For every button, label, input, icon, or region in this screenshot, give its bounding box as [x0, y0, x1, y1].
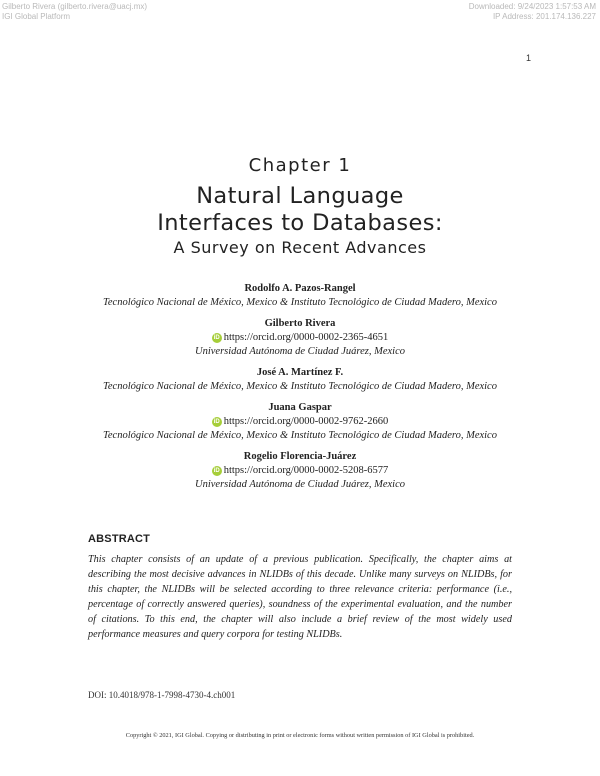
- orcid-link[interactable]: [0, 464, 600, 478]
- download-watermark-info: [469, 2, 596, 22]
- author-affiliation: Universidad Autónoma de Ciudad Juárez, Mexico: [195, 479, 405, 490]
- author-affiliation: Tecnológico Nacional de México, Mexico & Instituto Tecnológico de Ciudad Madero, Mexico: [103, 297, 497, 308]
- chapter-label: Chapter 1: [248, 155, 352, 176]
- orcid-link[interactable]: [0, 415, 600, 429]
- orcid-url[interactable]: https://orcid.org/0000-0002-2365-4651: [223, 332, 389, 343]
- abstract-heading: ABSTRACT: [88, 533, 151, 545]
- author-affiliation: Tecnológico Nacional de México, Mexico & Instituto Tecnológico de Ciudad Madero, Mexico: [103, 381, 497, 392]
- orcid-icon: iD: [213, 335, 220, 341]
- author-name: Rogelio Florencia-Juárez: [243, 451, 357, 462]
- author-name: José A. Martínez F.: [256, 367, 344, 378]
- chapter-title-line-1: Natural Language: [196, 183, 404, 209]
- author-name: Rodolfo A. Pazos-Rangel: [244, 283, 356, 294]
- author-name: Juana Gaspar: [268, 402, 332, 413]
- abstract-body: This chapter consists of an update of a previous publication. Specifically, the chapter aims at describing the most decisive advances in NLIDBs of this decade. Unlike many surveys on NLIDBs, for this chapter, the NLIDBs will be selected according to three relevance criteria: performance (i.e., percentage of correctly answered queries), soundness of the experimental evaluation, and the number of citations. To this end, the chapter will also include a brief review of the most widely used performance measures and query corpora for testing NLIDBs.: [88, 554, 512, 640]
- orcid-url[interactable]: https://orcid.org/0000-0002-5208-6577: [223, 465, 389, 476]
- watermark-platform-line: IGI Global Platform: [2, 12, 71, 21]
- author-block: [0, 282, 600, 310]
- author-name: Gilberto Rivera: [264, 318, 336, 329]
- chapter-title-line-2: Interfaces to Databases:: [157, 210, 443, 236]
- author-block: [0, 450, 600, 492]
- watermark-user-line: Gilberto Rivera (gilberto.rivera@uacj.mx): [2, 2, 148, 11]
- orcid-icon: iD: [213, 419, 220, 425]
- author-block: [0, 401, 600, 443]
- author-affiliation: Tecnológico Nacional de México, Mexico & Instituto Tecnológico de Ciudad Madero, Mexico: [103, 430, 497, 441]
- watermark-date-line: Downloaded: 9/24/2023 1:57:53 AM: [468, 2, 596, 11]
- download-watermark-user: [2, 2, 147, 22]
- orcid-url[interactable]: https://orcid.org/0000-0002-9762-2660: [223, 416, 389, 427]
- watermark-ip-line: IP Address: 201.174.136.227: [492, 12, 596, 21]
- orcid-link[interactable]: [0, 331, 600, 345]
- copyright-notice: Copyright © 2021, IGI Global. Copying or distributing in print or electronic forms without written permission of IGI Global is prohibited.: [125, 732, 475, 739]
- author-affiliation: Universidad Autónoma de Ciudad Juárez, Mexico: [195, 346, 405, 357]
- author-list: [0, 282, 600, 499]
- author-block: [0, 317, 600, 359]
- orcid-icon: iD: [213, 468, 220, 474]
- chapter-subtitle: A Survey on Recent Advances: [173, 238, 427, 257]
- doi-line: DOI: 10.4018/978-1-7998-4730-4.ch001: [88, 690, 236, 700]
- page-number: 1: [525, 53, 531, 63]
- author-block: [0, 366, 600, 394]
